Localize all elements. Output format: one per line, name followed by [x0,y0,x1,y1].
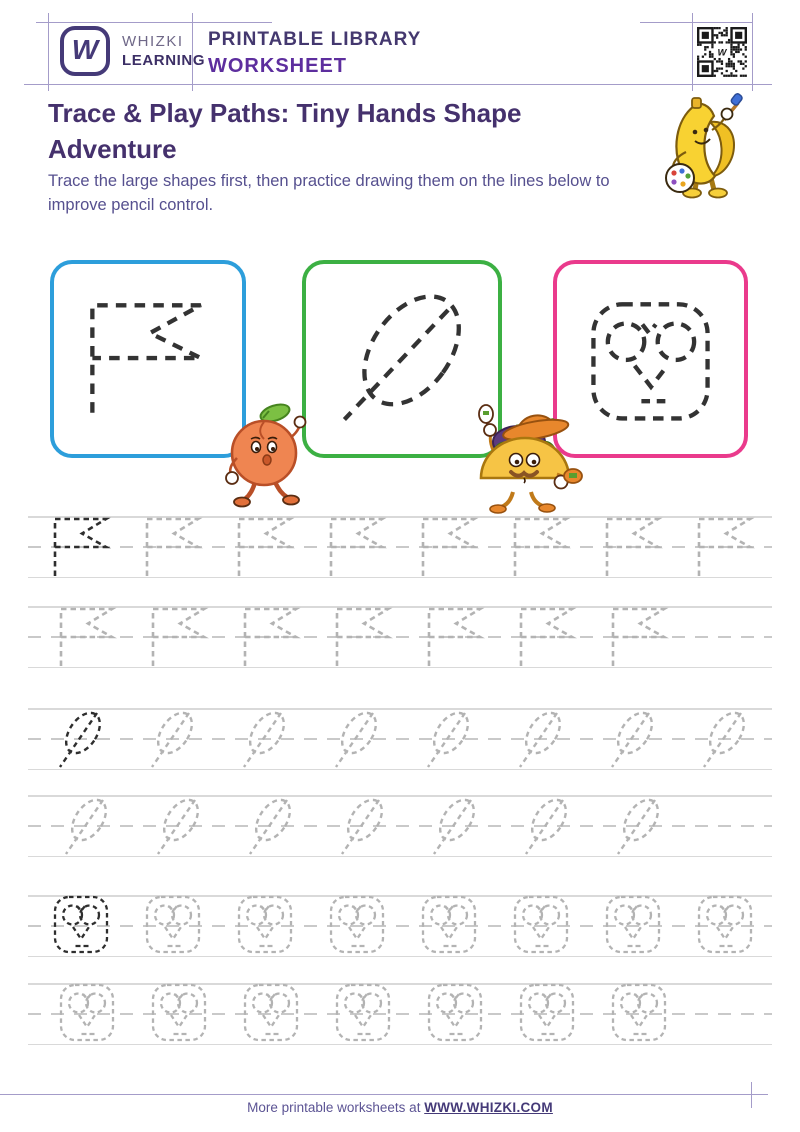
svg-text:W: W [717,47,727,59]
practice-row-flag [28,516,772,578]
crop-mark [752,13,753,91]
practice-row-feather [28,708,772,770]
trace-shape-feather [238,795,304,857]
practice-row-feather [28,795,772,857]
brand-logo [60,26,110,76]
trace-shape-flag [692,516,758,578]
trace-shape-feather [514,795,580,857]
trace-shape-owl [54,983,120,1045]
banana-painter-character [650,92,750,200]
brand-name [122,33,205,71]
trace-shape-owl [140,895,206,957]
trace-shape-owl [146,983,212,1045]
trace-shape-flag [422,606,488,668]
shape-box-flag [50,260,246,458]
trace-shape-flag [416,516,482,578]
logo-letter: W [71,34,99,65]
trace-shape-feather [416,708,482,770]
trace-shape-flag [508,516,574,578]
practice-row-owl [28,983,772,1045]
trace-shape-feather [606,795,672,857]
trace-shape-feather [140,708,206,770]
trace-shape-flag [330,606,396,668]
qr-code [697,27,747,77]
crop-mark [48,13,49,91]
trace-shape-feather [600,708,666,770]
trace-shape-owl [324,895,390,957]
trace-shape-feather [692,708,758,770]
trace-shape-feather [54,795,120,857]
practice-row-owl [28,895,772,957]
trace-shape-feather [146,795,212,857]
trace-shape-feather [232,708,298,770]
trace-shape-owl [514,983,580,1045]
trace-shape-owl [232,895,298,957]
trace-shape-flag [146,606,212,668]
trace-shape-owl [238,983,304,1045]
worksheet-label: WORKSHEET [208,54,347,77]
trace-shape-flag [514,606,580,668]
trace-shape-feather [508,708,574,770]
instructions-text: Trace the large shapes first, then practice drawing them on the lines below to improve pencil control. [48,172,610,214]
brand-top-label: WHIZKI [122,33,184,50]
trace-shape-feather [324,708,390,770]
taco-maracas-character [457,396,592,514]
trace-shape-owl [606,983,672,1045]
trace-shape-flag [140,516,206,578]
trace-shape-flag [600,516,666,578]
trace-shape-feather [422,795,488,857]
trace-shape-flag [48,516,114,578]
practice-row-flag [28,606,772,668]
trace-shape-owl [600,895,666,957]
crop-mark [36,22,272,23]
footer-link[interactable]: WWW.WHIZKI.COM [424,1100,553,1115]
trace-shape-feather [48,708,114,770]
trace-shape-flag [606,606,672,668]
page-title: Trace & Play Paths: Tiny Hands Shape Adventure [48,98,522,164]
footer-rule [0,1094,768,1095]
crop-mark [640,22,752,23]
trace-shape-feather [330,795,396,857]
footer [0,1100,800,1115]
footer-text: More printable worksheets at [247,1100,421,1115]
flag-trace-shape [54,264,242,454]
brand-bottom-label: LEARNING [122,51,206,69]
trace-shape-owl [692,895,758,957]
trace-shape-flag [54,606,120,668]
trace-shape-flag [324,516,390,578]
document-type-label [208,28,421,79]
trace-shape-owl [422,983,488,1045]
library-label: PRINTABLE LIBRARY [208,29,422,50]
trace-shape-owl [416,895,482,957]
trace-shape-flag [238,606,304,668]
header-rule [24,84,772,85]
trace-shape-owl [508,895,574,957]
trace-shape-flag [232,516,298,578]
trace-shape-owl [330,983,396,1045]
peach-character [219,396,311,508]
trace-shape-owl [48,895,114,957]
crop-mark [692,13,693,91]
